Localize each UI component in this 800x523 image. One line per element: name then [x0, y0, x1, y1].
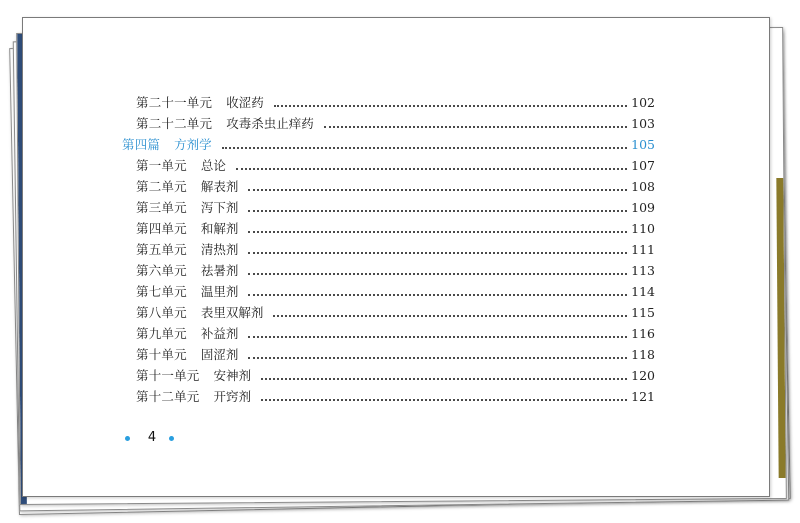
- toc-entry-page: 121: [631, 389, 655, 404]
- toc-entry[interactable]: [23, 239, 655, 260]
- toc-entry-title: 攻毒杀虫止痒药: [226, 116, 314, 131]
- toc-entry-number: 第一单元: [136, 158, 187, 173]
- toc-entry-page: 109: [631, 200, 655, 215]
- toc-entry-label: [136, 281, 238, 302]
- left-dot-icon: [125, 436, 130, 441]
- page-footer: [121, 426, 211, 450]
- page-number: 4: [147, 430, 157, 445]
- toc-entry-page: 114: [631, 284, 655, 299]
- toc-entry-label: [136, 260, 238, 281]
- toc-entry-title: 解表剂: [200, 179, 239, 194]
- toc-entry-page: 107: [631, 158, 655, 173]
- toc-entry-label: [136, 218, 238, 239]
- toc-entry-page: 113: [631, 263, 655, 278]
- toc-entry-number: 第五单元: [136, 242, 187, 257]
- toc-entry-number: 第七单元: [136, 284, 187, 299]
- toc-entry-title: 泻下剂: [200, 200, 239, 215]
- toc-entry-title: 表里双解剂: [200, 305, 264, 320]
- toc-entry[interactable]: [23, 260, 655, 281]
- toc-entry-number: 第八单元: [136, 305, 187, 320]
- toc-entry-page: 105: [631, 137, 655, 152]
- dot-leader: [261, 378, 627, 380]
- toc-entry-title: 收涩药: [226, 95, 264, 110]
- toc-entry-label: [136, 365, 251, 386]
- dot-leader: [248, 273, 627, 275]
- dot-leader: [222, 147, 627, 149]
- toc-entry-number: 第二单元: [136, 179, 187, 194]
- toc-entry-page: 116: [631, 326, 655, 341]
- toc-entry-title: 开窍剂: [213, 389, 252, 404]
- toc-entry-page: 110: [631, 221, 655, 236]
- toc-entry-label: [136, 92, 264, 113]
- toc-entry[interactable]: [23, 218, 655, 239]
- toc-entry-number: 第九单元: [136, 326, 187, 341]
- right-dot-icon: [169, 436, 174, 441]
- toc-entry[interactable]: [23, 365, 655, 386]
- toc-entry-title: 方剂学: [174, 137, 212, 152]
- toc-entry-label: [136, 323, 238, 344]
- toc-entry-label: [136, 113, 314, 134]
- dot-leader: [248, 357, 627, 359]
- dot-leader: [273, 315, 627, 317]
- toc-part-heading[interactable]: [23, 134, 655, 155]
- dot-leader: [274, 105, 627, 107]
- toc-entry-title: 总论: [200, 158, 226, 173]
- toc-entry-number: 第三单元: [136, 200, 187, 215]
- cover-edge-olive: [776, 178, 785, 478]
- toc-entry-label: [136, 302, 263, 323]
- toc-entry-label: [136, 155, 226, 176]
- toc-entry-label: [136, 386, 251, 407]
- dot-leader: [248, 189, 627, 191]
- dot-leader: [236, 168, 627, 170]
- toc-entry-title: 温里剂: [200, 284, 239, 299]
- toc-entry[interactable]: [23, 155, 655, 176]
- dot-leader: [324, 126, 627, 128]
- toc-entry-page: 111: [631, 242, 655, 257]
- toc-entry[interactable]: [23, 386, 655, 407]
- toc-entry-number: 第十单元: [136, 347, 187, 362]
- toc-entry[interactable]: [23, 281, 655, 302]
- toc-page: [22, 17, 770, 497]
- toc-entry-page: 120: [631, 368, 655, 383]
- toc-entry-label: [136, 197, 238, 218]
- toc-entry[interactable]: [23, 344, 655, 365]
- toc-entry-number: 第六单元: [136, 263, 187, 278]
- toc-entry-title: 安神剂: [213, 368, 252, 383]
- toc-entry[interactable]: [23, 113, 655, 134]
- toc-entry-label: [122, 134, 212, 155]
- dot-leader: [261, 399, 627, 401]
- dot-leader: [248, 210, 627, 212]
- toc-entry[interactable]: [23, 302, 655, 323]
- toc-entry-label: [136, 239, 238, 260]
- toc-entry-number: 第十一单元: [136, 368, 200, 383]
- dot-leader: [248, 294, 627, 296]
- dot-leader: [248, 231, 627, 233]
- toc-entry-title: 清热剂: [200, 242, 239, 257]
- toc-entry-number: 第四单元: [136, 221, 187, 236]
- toc-entry-title: 补益剂: [200, 326, 239, 341]
- toc-entry-number: 第二十一单元: [136, 95, 213, 110]
- toc-entry-page: 103: [631, 116, 655, 131]
- toc-entry-number: 第四篇: [122, 137, 161, 152]
- toc-entry-title: 和解剂: [200, 221, 239, 236]
- toc-entry[interactable]: [23, 92, 655, 113]
- dot-leader: [248, 252, 627, 254]
- toc-entry[interactable]: [23, 323, 655, 344]
- toc-entry-title: 固涩剂: [200, 347, 239, 362]
- toc-entry-label: [136, 344, 238, 365]
- toc-entry-number: 第二十二单元: [136, 116, 213, 131]
- toc-entry-label: [136, 176, 238, 197]
- toc-entry-page: 115: [631, 305, 655, 320]
- toc-entry[interactable]: [23, 197, 655, 218]
- toc-entry[interactable]: [23, 176, 655, 197]
- toc-entry-title: 祛暑剂: [200, 263, 239, 278]
- toc-entry-page: 102: [631, 95, 655, 110]
- toc-entry-page: 108: [631, 179, 655, 194]
- dot-leader: [248, 336, 627, 338]
- toc-entry-number: 第十二单元: [136, 389, 200, 404]
- toc-entry-page: 118: [631, 347, 655, 362]
